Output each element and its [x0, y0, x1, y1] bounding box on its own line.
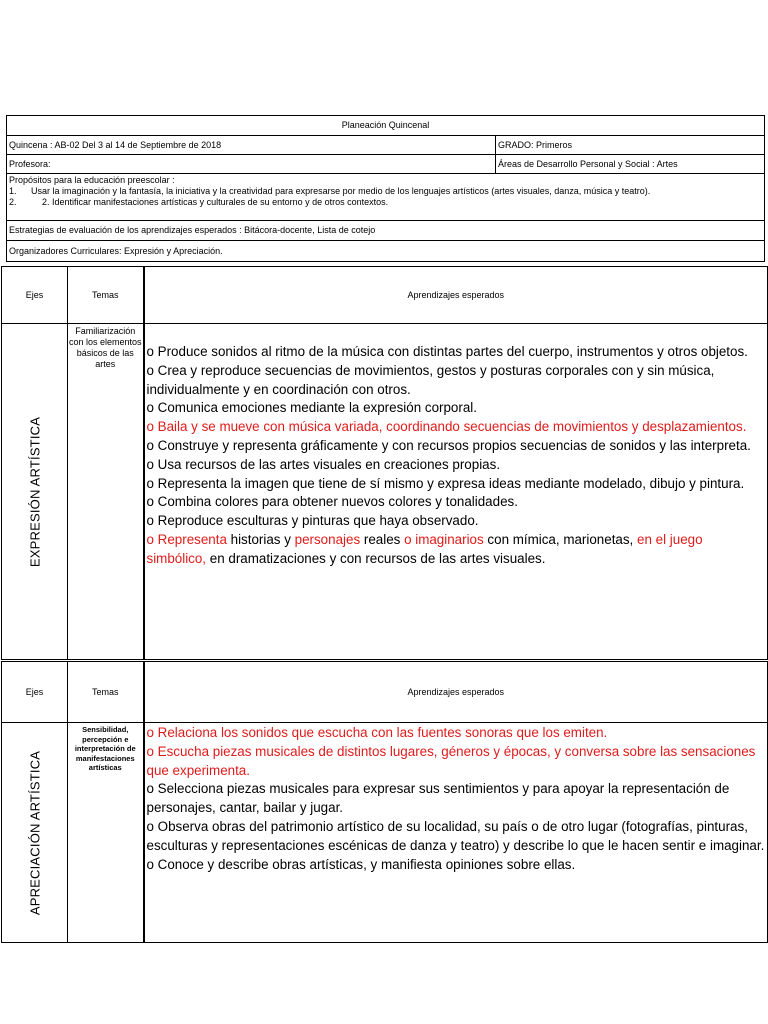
eje-cell [2, 723, 68, 943]
aprendizaje-item [147, 362, 766, 400]
aprendizaje-text: o Relaciona los sonidos que escucha con las fuentes sonoras que los emiten. [146, 725, 608, 740]
aprendizaje-text: o Produce sonidos al ritmo de la música con distintas partes del cuerpo, instrumentos y otros objetos. [146, 344, 748, 359]
aprendizaje-item [147, 475, 766, 494]
propositos-title: Propósitos para la educación preescolar : [9, 175, 175, 185]
grado-field: GRADO: Primeros [496, 136, 765, 155]
eje-cell [2, 324, 68, 660]
aprendizaje-item [147, 724, 766, 743]
eje-label: APRECIACIÓN ARTÍSTICA [27, 750, 42, 915]
header-temas: Temas [68, 662, 144, 723]
aprendizaje-text: o Combina colores para obtener nuevos colores y tonalidades. [146, 494, 518, 510]
organizadores-field: Organizadores Curriculares: Expresión y Apreciación. [7, 241, 765, 262]
aprendizaje-text: o Crea y reproduce secuencias de movimientos, gestos y posturas corporales con y sin música, individualmente y en coordinación con otros. [146, 362, 715, 397]
aprendizaje-text: o Construye y representa gráficamente y con recursos propios secuencias de sonidos y las interpreta. [146, 437, 751, 453]
aprendizaje-item [147, 399, 766, 418]
profesora-field: Profesora: [7, 155, 496, 174]
aprendizaje-item [147, 856, 766, 875]
tema-cell: Sensibilidad, percepción e interpretación de manifestaciones artísticas [68, 723, 144, 943]
aprendizaje-text: o imaginarios [404, 531, 484, 547]
proposito-text: Usar la imaginación y la fantasía, la iniciativa y la creatividad para expresarse por medio de los lenguajes artísticos (artes visuales, danza, música y teatro). [31, 186, 651, 196]
planning-header-table [6, 115, 765, 262]
aprendizajes-list [144, 723, 768, 943]
aprendizaje-item [147, 343, 766, 362]
header-temas: Temas [68, 267, 144, 324]
aprendizaje-item [147, 743, 766, 781]
aprendizaje-text: o Baila y se mueve con música variada, coordinando secuencias de movimientos y desplazamientos. [146, 419, 747, 435]
aprendizaje-text: o Selecciona piezas musicales para expresar sus sentimientos y para apoyar la representación de personajes, cantar, bailar y jugar. [146, 781, 730, 816]
aprendizaje-item [147, 437, 766, 456]
aprendizaje-text: con mímica, marionetas, [483, 531, 638, 547]
aprendizaje-item [147, 418, 766, 437]
aprendizaje-text: historias y [226, 531, 295, 547]
header-ejes: Ejes [2, 267, 68, 324]
aprendizajes-list [144, 324, 768, 660]
estrategias-field: Estrategias de evaluación de los aprendizajes esperados : Bitácora-docente, Lista de cotejo [7, 221, 765, 241]
aprendizaje-text: o Representa [146, 531, 227, 547]
aprendizaje-text: personajes [294, 531, 361, 547]
aprendizaje-item [147, 531, 766, 569]
aprendizaje-text: o Observa obras del patrimonio artístico de su localidad, su país o de otro lugar (fotografías, pinturas, esculturas y representaciones escénicas de danza y teatro) y describe lo que le hacen sentir e imaginar. [146, 818, 765, 853]
aprendizaje-text: o Escucha piezas musicales de distintos lugares, géneros y épocas, y conversa sobre las sensaciones que experimenta. [146, 743, 756, 778]
aprendizaje-text: o Conoce y describe obras artísticas, y manifiesta opiniones sobre ellas. [146, 856, 576, 872]
aprendizaje-text: reales [360, 531, 405, 547]
aprendizaje-text: o Usa recursos de las artes visuales en creaciones propias. [146, 456, 501, 472]
apreciacion-section-table [1, 661, 768, 943]
header-aprendizajes: Aprendizajes esperados [144, 662, 768, 723]
propositos-block [7, 174, 765, 221]
expresion-section-table [1, 266, 768, 660]
aprendizaje-text: o Comunica emociones mediante la expresión corporal. [146, 400, 477, 416]
aprendizaje-item [147, 493, 766, 512]
aprendizaje-text: en el juego simbólico, [146, 531, 703, 566]
areas-field: Áreas de Desarrollo Personal y Social : Artes [496, 155, 765, 174]
aprendizaje-item [147, 780, 766, 818]
planning-title: Planeación Quincenal [7, 116, 765, 136]
aprendizaje-item [147, 818, 766, 856]
header-ejes: Ejes [2, 662, 68, 723]
quincena-field: Quincena : AB-02 Del 3 al 14 de Septiembre de 2018 [7, 136, 496, 155]
proposito-item: 2. 2. Identificar manifestaciones artísticas y culturales de su entorno y de otros contextos. [9, 197, 389, 207]
proposito-item: 1. Usar la imaginación y la fantasía, la iniciativa y la creatividad para expresarse por medio de los lenguajes artísticos (artes visuales, danza, música y teatro). [9, 186, 651, 196]
eje-label: EXPRESIÓN ARTÍSTICA [27, 416, 42, 567]
aprendizaje-item [147, 512, 766, 531]
proposito-text: 2. Identificar manifestaciones artísticas y culturales de su entorno y de otros contextos. [42, 197, 389, 207]
aprendizaje-item [147, 456, 766, 475]
tema-cell: Familiarización con los elementos básicos de las artes [68, 324, 144, 660]
header-aprendizajes: Aprendizajes esperados [144, 267, 768, 324]
aprendizaje-text: o Reproduce esculturas y pinturas que haya observado. [146, 513, 479, 529]
aprendizaje-text: o Representa la imagen que tiene de sí mismo y expresa ideas mediante modelado, dibujo y pintura. [146, 475, 745, 491]
aprendizaje-text: en dramatizaciones y con recursos de las artes visuales. [206, 550, 546, 566]
